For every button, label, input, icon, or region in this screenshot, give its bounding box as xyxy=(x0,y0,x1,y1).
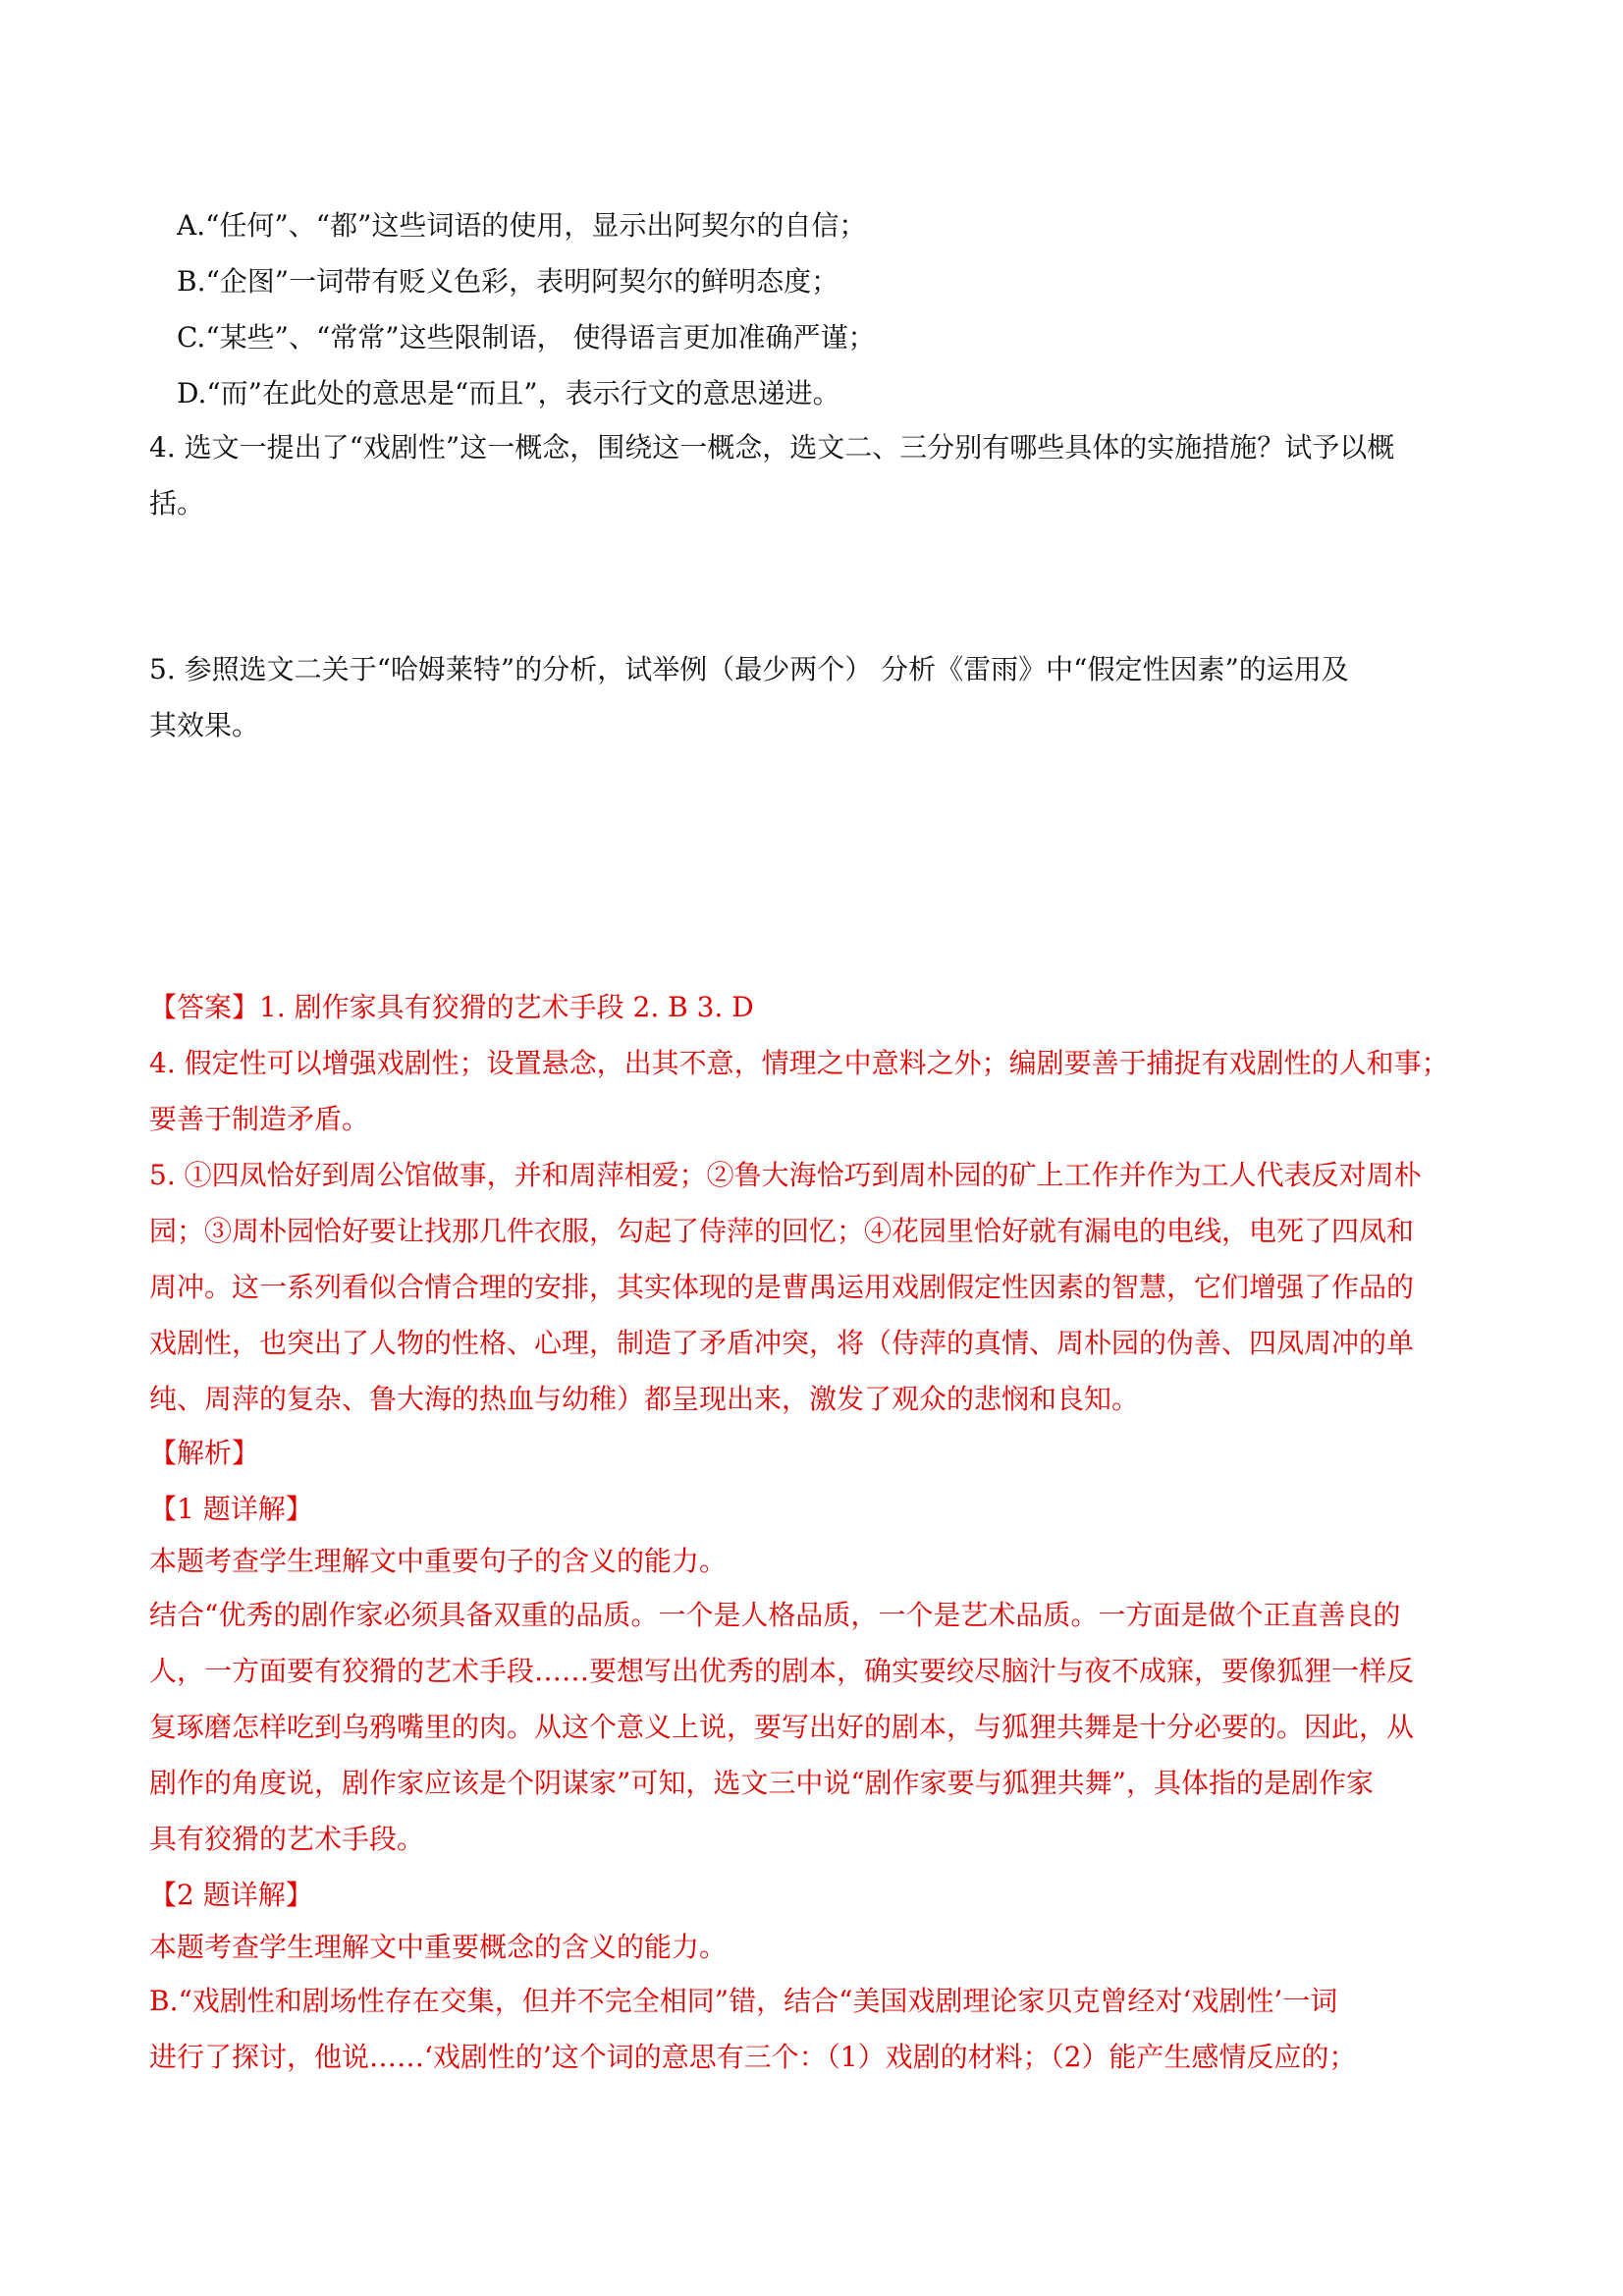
detail-2-line: B.“戏剧性和剧场性存在交集，但并不完全相同”错，结合“美国戏剧理论家贝克曾经对‘戏剧性’一词 xyxy=(149,1985,1338,2017)
question-4-line: 4. 选文一提出了“戏剧性”这一概念，围绕这一概念，选文二、三分别有哪些具体的实施措施？试予以概 xyxy=(149,431,1395,464)
question-4-line: 括。 xyxy=(149,487,205,519)
question-5-line: 其效果。 xyxy=(149,709,260,741)
detail-1-title: 【1 题详解】 xyxy=(149,1493,313,1525)
detail-1-line: 具有狡猾的艺术手段。 xyxy=(149,1823,425,1855)
answer-5-line: 5. ①四凤恰好到周公馆做事，并和周萍相爱；②鲁大海恰巧到周朴园的矿上工作并作为工人代表反对周朴 xyxy=(149,1159,1422,1191)
question-5-line: 5. 参照选文二关于“哈姆莱特”的分析，试举例（最少两个） 分析《雷雨》中“假定性因素”的运用及 xyxy=(149,653,1349,685)
detail-1-line: 剧作的角度说，剧作家应该是个阴谋家”可知，选文三中说“剧作家要与狐狸共舞”，具体指的是剧作家 xyxy=(149,1767,1374,1799)
answer-5-line: 园；③周朴园恰好要让找那几件衣服，勾起了侍萍的回忆；④花园里恰好就有漏电的电线，电死了四凤和 xyxy=(149,1215,1415,1247)
answer-5-line: 戏剧性，也突出了人物的性格、心理，制造了矛盾冲突，将（侍萍的真情、周朴园的伪善、四凤周冲的单 xyxy=(149,1327,1415,1359)
answer-5-line: 周冲。这一系列看似合情合理的安排，其实体现的是曹禺运用戏剧假定性因素的智慧，它们增强了作品的 xyxy=(149,1271,1415,1303)
answer-5-line: 纯、周萍的复杂、鲁大海的热血与幼稚）都呈现出来，激发了观众的悲悯和良知。 xyxy=(149,1383,1140,1415)
detail-1-line: 结合“优秀的剧作家必须具备双重的品质。一个是人格品质，一个是艺术品质。一方面是做个正直善良的 xyxy=(149,1599,1401,1631)
answer-header: 【答案】1. 剧作家具有狡猾的艺术手段 2. B 3. D xyxy=(149,991,754,1023)
detail-2-title: 【2 题详解】 xyxy=(149,1879,313,1911)
option-c: C.“某些”、“常常”这些限制语， 使得语言更加准确严谨； xyxy=(177,321,876,354)
option-b: B.“企图”一词带有贬义色彩，表明阿契尔的鲜明态度； xyxy=(177,265,839,298)
analysis-title: 【解析】 xyxy=(149,1437,260,1469)
detail-1-line: 人，一方面要有狡猾的艺术手段……要想写出优秀的剧本，确实要绞尽脑汁与夜不成寐，要像狐狸一样反 xyxy=(149,1655,1415,1687)
detail-2-line: 进行了探讨，他说……‘戏剧性的’这个词的意思有三个：（1）戏剧的材料；（2）能产生感情反应的； xyxy=(149,2041,1357,2073)
option-d: D.“而”在此处的意思是“而且”，表示行文的意思递进。 xyxy=(177,377,840,410)
option-a: A.“任何”、“都”这些词语的使用，显示出阿契尔的自信； xyxy=(177,209,867,242)
answer-4-line: 4. 假定性可以增强戏剧性；设置悬念，出其不意，情理之中意料之外；编剧要善于捕捉有戏剧性的人和事； xyxy=(149,1047,1449,1079)
detail-1-line: 复琢磨怎样吃到乌鸦嘴里的肉。从这个意义上说，要写出好的剧本，与狐狸共舞是十分必要的。因此，从 xyxy=(149,1711,1415,1743)
answer-4-line: 要善于制造矛盾。 xyxy=(149,1103,370,1135)
detail-1-line: 本题考查学生理解文中重要句子的含义的能力。 xyxy=(149,1545,728,1577)
detail-2-line: 本题考查学生理解文中重要概念的含义的能力。 xyxy=(149,1931,728,1963)
